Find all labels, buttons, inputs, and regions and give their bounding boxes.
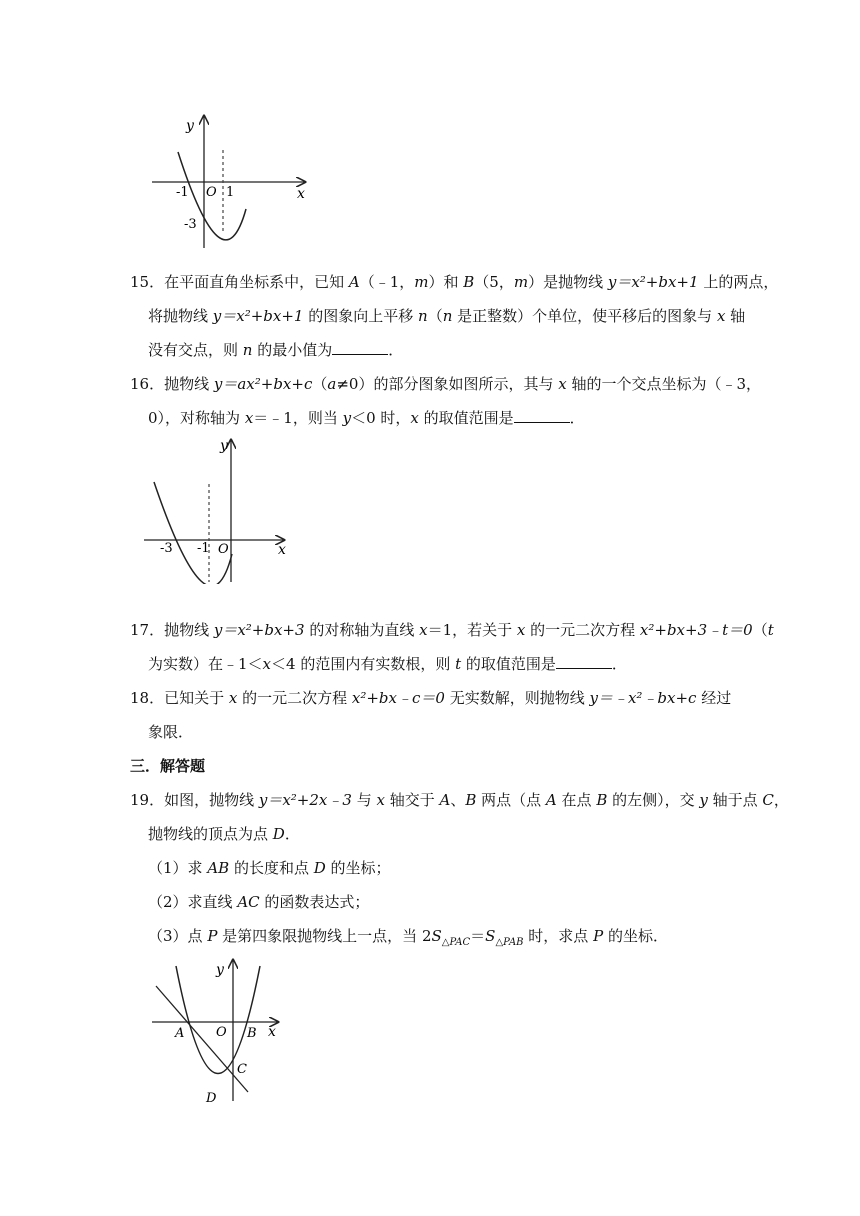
q16-line-1 <box>130 374 761 394</box>
text: ＝1，若关于 <box>427 621 517 639</box>
var-m: m <box>513 273 529 291</box>
text: 抛物线的顶点为点 <box>148 825 273 843</box>
q17-line-2 <box>148 654 627 674</box>
text: （2）求直线 <box>148 893 238 911</box>
text: 无实数解，则抛物线 <box>444 689 590 707</box>
var-n: n <box>242 341 253 359</box>
var-x: x <box>228 689 238 707</box>
text: 经过 <box>696 689 732 707</box>
var-x: x <box>410 409 419 427</box>
var-y: y <box>342 409 352 427</box>
text: 19．如图，抛物线 <box>130 791 259 809</box>
y-axis-label: y <box>216 962 224 978</box>
point-B-label: B <box>247 1026 257 1041</box>
text: ． <box>388 341 404 359</box>
var-S: S <box>431 927 442 945</box>
q19-line-2 <box>148 824 300 844</box>
text: 时，求点 <box>523 927 594 945</box>
x-axis-label: x <box>268 1024 276 1040</box>
text: （﹣1， <box>359 273 415 291</box>
text: 轴于点 <box>707 791 763 809</box>
var-S: S <box>485 927 496 945</box>
line-AC <box>156 986 248 1092</box>
equation: y＝ax²+bx+c <box>213 375 313 393</box>
var-A: A <box>545 791 557 809</box>
tick-label-1: 1 <box>226 185 235 200</box>
q15-line-1 <box>130 272 778 292</box>
q15-line-2 <box>148 306 745 326</box>
y-axis-label: y <box>186 118 194 134</box>
text: 16．抛物线 <box>130 375 214 393</box>
var-D: D <box>313 859 326 877</box>
text: 的函数表达式； <box>259 893 370 911</box>
text: 在点 <box>556 791 597 809</box>
text: 是正整数）个单位，使平移后的图象与 <box>452 307 717 325</box>
equation: x²+bx﹣c＝0 <box>351 689 445 707</box>
text: 的左侧），交 <box>607 791 700 809</box>
var-x: x <box>244 409 254 427</box>
section-title: 三．解答题 <box>130 757 206 775</box>
var-D: D <box>272 825 285 843</box>
text: ）和 <box>428 273 464 291</box>
point-C-label: C <box>237 1062 247 1077</box>
text: 的长度和点 <box>229 859 314 877</box>
subscript: △PAC <box>441 937 471 948</box>
text: 的对称轴为直线 <box>304 621 420 639</box>
x-axis-label: x <box>278 542 286 558</box>
var-n: n <box>418 307 428 325</box>
text: 没有交点，则 <box>148 341 243 359</box>
equation: y＝x²+bx+3 <box>213 621 305 639</box>
q16-line-2 <box>148 408 585 428</box>
text: 与 <box>351 791 377 809</box>
answer-blank[interactable] <box>332 340 388 355</box>
var-AB: AB <box>207 859 230 877</box>
text: 的最小值为 <box>252 341 333 359</box>
var-B: B <box>465 791 477 809</box>
q19-line-1 <box>130 790 789 810</box>
text: 为实数）在﹣1＜ <box>148 655 263 673</box>
var-AC: AC <box>237 893 260 911</box>
var-x: x <box>376 791 385 809</box>
text: 的一元二次方程 <box>525 621 640 639</box>
text: （1）求 <box>148 859 208 877</box>
text: ≠0）的部分图象如图所示，其与 <box>336 375 559 393</box>
text: 两点（点 <box>476 791 546 809</box>
text: （ <box>312 375 328 393</box>
text: （ <box>427 307 443 325</box>
var-x: x <box>419 621 428 639</box>
var-C: C <box>762 791 774 809</box>
text: （3）点 <box>148 927 208 945</box>
var-a: a <box>327 375 337 393</box>
var-t: t <box>767 621 774 639</box>
text: 的取值范围是 <box>418 409 514 427</box>
var-B: B <box>463 273 475 291</box>
text: 15．在平面直角坐标系中，已知 <box>130 273 349 291</box>
var-x: x <box>516 621 526 639</box>
text: 轴 <box>725 307 746 325</box>
text: ＝ <box>470 927 486 945</box>
tick-label-neg1: -1 <box>176 185 189 200</box>
var-P: P <box>207 927 218 945</box>
text: ）是抛物线 <box>528 273 608 291</box>
var-P: P <box>593 927 604 945</box>
text: （ <box>752 621 768 639</box>
text: 轴的一个交点坐标为（﹣3， <box>566 375 762 393</box>
text: 18．已知关于 <box>130 689 229 707</box>
text: ＝﹣1，则当 <box>253 409 343 427</box>
tick-label-neg3: -3 <box>160 541 173 556</box>
origin-label: O <box>218 542 229 557</box>
text: 上的两点， <box>698 273 779 291</box>
tick-label-neg3: -3 <box>184 217 197 232</box>
q19-part-3 <box>148 926 668 953</box>
text: 象限． <box>148 723 194 741</box>
var-A: A <box>439 791 451 809</box>
text: 的取值范围是 <box>461 655 556 673</box>
origin-label: O <box>216 1025 227 1040</box>
q19-part-1 <box>148 858 391 878</box>
point-D-label: D <box>206 1091 217 1106</box>
text: 的一元二次方程 <box>237 689 352 707</box>
text: ． <box>569 409 585 427</box>
var-y: y <box>699 791 708 809</box>
equation: x²+bx+3﹣t＝0 <box>639 621 753 639</box>
figure-parabola-3 <box>150 956 285 1106</box>
equation: y＝﹣x²﹣bx+c <box>589 689 697 707</box>
q17-line-1 <box>130 620 774 640</box>
text: 的图象向上平移 <box>303 307 419 325</box>
var-x: x <box>262 655 272 673</box>
answer-blank[interactable] <box>556 654 612 669</box>
equation: y＝x²+bx+1 <box>607 273 699 291</box>
text: 17．抛物线 <box>130 621 214 639</box>
text: ． <box>611 655 627 673</box>
text: ． <box>284 825 300 843</box>
text: ＜4 的范围内有实数根，则 <box>271 655 456 673</box>
text: 0），对称轴为 <box>148 409 245 427</box>
text: 的坐标； <box>325 859 391 877</box>
tick-label-neg1: -1 <box>197 541 210 556</box>
point-A-label: A <box>175 1026 185 1041</box>
equation: y＝x²+2x﹣3 <box>258 791 352 809</box>
var-m: m <box>414 273 429 291</box>
x-axis-label: x <box>297 186 305 202</box>
figure-parabola-2 <box>140 434 300 584</box>
var-x: x <box>558 375 567 393</box>
y-axis-label: y <box>220 438 228 454</box>
origin-label: O <box>206 185 217 200</box>
text: 是第四象限抛物线上一点，当 2 <box>217 927 432 945</box>
subscript: △PAB <box>495 937 524 948</box>
var-n: n <box>442 307 453 325</box>
answer-blank[interactable] <box>514 408 570 423</box>
figure-parabola-1 <box>150 112 315 252</box>
q18-line-1 <box>130 688 731 708</box>
text: 的坐标． <box>603 927 668 945</box>
parabola-curve <box>154 482 232 584</box>
text: ＜0 时， <box>351 409 411 427</box>
q18-line-2 <box>148 722 193 742</box>
equation: y＝x²+bx+1 <box>212 307 304 325</box>
text: 将抛物线 <box>148 307 213 325</box>
var-A: A <box>348 273 360 291</box>
var-t: t <box>455 655 462 673</box>
var-B: B <box>596 791 608 809</box>
text: ， <box>773 791 789 809</box>
text: （5， <box>474 273 514 291</box>
text: 、 <box>450 791 466 809</box>
var-x: x <box>716 307 726 325</box>
q19-part-2 <box>148 892 369 912</box>
q15-line-3 <box>148 340 403 360</box>
text: 轴交于 <box>384 791 440 809</box>
